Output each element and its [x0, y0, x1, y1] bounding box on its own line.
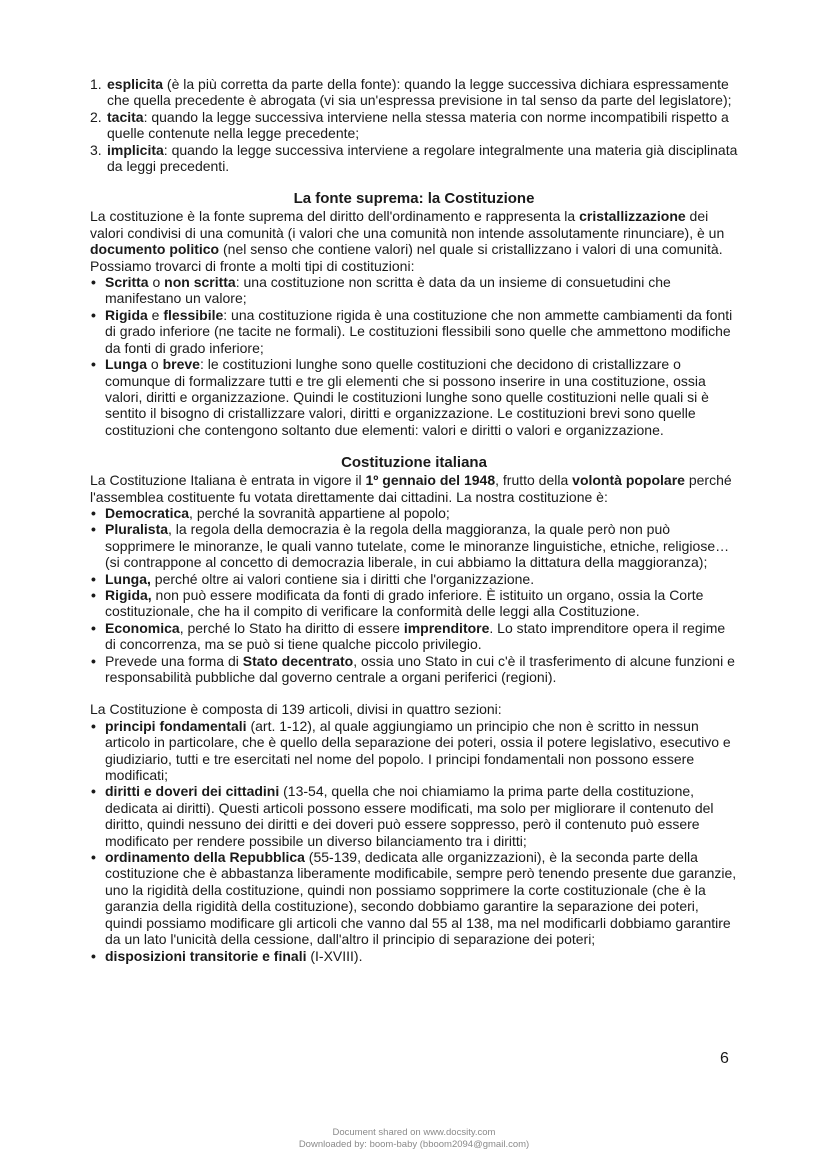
- item-number: 3.: [90, 141, 102, 158]
- paragraph: La Costituzione Italiana è entrata in vigore il 1º gennaio del 1948, frutto della volontà popolare perché l'assemblea costituente fu votata direttamente dai cittadini. La nostra costituzione è:: [90, 472, 732, 505]
- list-item: • Democratica, perché la sovranità appartiene al popolo;: [90, 505, 738, 521]
- list-item: • diritti e doveri dei cittadini (13-54, quella che noi chiamiamo la prima parte della costituzione, dedicata ai diritti). Questi articoli possono essere modificati, ma solo per migliorare il contenuto del diritto, quindi nessuno dei diritti e dei doveri può essere soppresso, però il contenuto può essere modificato per rendere possibile un diverso bilanciamento tra i diritti;: [90, 783, 738, 849]
- list-item: • Pluralista, la regola della democrazia è la regola della maggioranza, la quale però non può sopprimere le minoranze, le quali vanno tutelate, come le minoranze linguistiche, etniche, religiose… (si contrappone al concetto di democrazia liberale, in cui abbiamo la dittatura della maggioranza);: [90, 521, 738, 570]
- item-text: (è la più corretta da parte della fonte): quando la legge successiva dichiara espressamente che quella precedente è abrogata (vi sia un'espressa previsione in tal senso da parte del legislatore);: [107, 76, 732, 109]
- item-text: : quando la legge successiva interviene a regolare integralmente una materia già disciplinata da leggi precedenti.: [107, 141, 738, 175]
- list-item: • Rigida e flessibile: una costituzione rigida è una costituzione che non ammette cambiamenti da fonti di grado inferiore (ne tacite ne formali). Le costituzioni flessibili sono quelle che ammettono modifiche da fonti di grado inferiore;: [90, 307, 738, 356]
- item-term: tacita: [107, 108, 144, 125]
- item-number: 2.: [90, 108, 102, 125]
- paragraph: La costituzione è la fonte suprema del diritto dell'ordinamento e rappresenta la cristallizzazione dei valori condivisi di una comunità (i valori che una comunità non intende assolutamente rinunciare), è un documento politico (nel senso che contiene valori) nel quale si cristallizzano i valori di una comunità. Possiamo trovarci di fronte a molti tipi di costituzioni:: [90, 208, 725, 274]
- document-page: [90, 76, 738, 964]
- item-text: : quando la legge successiva interviene nella stessa materia con norme incompatibili rispetto a quelle contenute nella legge precedente;: [107, 108, 729, 142]
- list-item: • principi fondamentali (art. 1-12), al quale aggiungiamo un principio che non è scritto in nessun articolo in particolare, che è quello della separazione dei poteri, ossia il potere legislativo, esecutivo e giudiziario, tutti e tre esercitati nel nome del popolo. I principi fondamentali non possono essere modificati;: [90, 718, 738, 784]
- footer-downloaded-line: Downloaded by: boom-baby (bboom2094@gmail.com): [298, 1139, 530, 1150]
- document-footer: [0, 1127, 828, 1151]
- list-item: • Economica, perché lo Stato ha diritto di essere imprenditore. Lo stato imprenditore opera il regime di concorrenza, ma se può si tiene qualche piccolo privilegio.: [90, 620, 738, 653]
- list-item: • ordinamento della Repubblica (55-139, dedicata alle organizzazioni), è la seconda parte della costituzione che è abbastanza liberamente modificabile, sempre però tenendo presente due garanzie, uno la rigidità della costituzione, quindi non possiamo sopprimere la corte costituzionale (che è la garanzia della rigidità della costituzione), secondo dobbiamo garantire la separazione dei poteri, quindi possiamo modificare gli articoli che vanno dal 55 al 138, ma nel modificarli dobbiamo garantire da un lato l'unicità della cessione, dall'altro il principio di separazione dei poteri;: [90, 849, 738, 947]
- constitution-types-list: [90, 274, 738, 438]
- page-number: 6: [720, 1050, 729, 1067]
- section-heading: Costituzione italiana: [341, 454, 487, 472]
- item-term: implicita: [107, 141, 164, 158]
- paragraph: La Costituzione è composta di 139 articoli, divisi in quattro sezioni:: [90, 701, 502, 718]
- abrogation-types-list: [90, 76, 738, 174]
- item-term: esplicita: [107, 76, 164, 92]
- footer-shared-line: Document shared on www.docsity.com: [332, 1127, 496, 1138]
- list-item: [90, 109, 738, 142]
- list-item: [90, 142, 738, 175]
- list-item: • Scritta o non scritta: una costituzione non scritta è data da un insieme di consuetudini che manifestano un valore;: [90, 274, 738, 307]
- list-item: [90, 76, 738, 109]
- item-number: 1.: [90, 76, 102, 92]
- section-heading: La fonte suprema: la Costituzione: [293, 190, 535, 208]
- list-item: • Lunga, perché oltre ai valori contiene sia i diritti che l'organizzazione.: [90, 571, 738, 587]
- italian-constitution-traits-list: [90, 505, 738, 685]
- list-item: • Lunga o breve: le costituzioni lunghe sono quelle costituzioni che decidono di cristallizzare o comunque di formalizzare tutti e tre gli elementi che si possono inserire in una costituzione, ossia valori, diritti e organizzazione. Quindi le costituzioni lunghe sono quelle costituzioni nelle quali si è sentito il bisogno di cristallizzare valori, diritti e organizzazione. Le costituzioni brevi sono quelle costituzioni che contengono soltanto due elementi: valori e diritti o valori e organizzazione.: [90, 356, 738, 438]
- list-item: • Prevede una forma di Stato decentrato, ossia uno Stato in cui c'è il trasferimento di alcune funzioni e responsabilità pubbliche dal governo centrale a organi periferici (regioni).: [90, 653, 738, 686]
- constitution-sections-list: [90, 718, 738, 964]
- list-item: • Rigida, non può essere modificata da fonti di grado inferiore. È istituito un organo, ossia la Corte costituzionale, che ha il compito di verificare la conformità delle leggi alla Costituzione.: [90, 587, 738, 620]
- list-item: • disposizioni transitorie e finali (I-XVIII).: [90, 948, 738, 964]
